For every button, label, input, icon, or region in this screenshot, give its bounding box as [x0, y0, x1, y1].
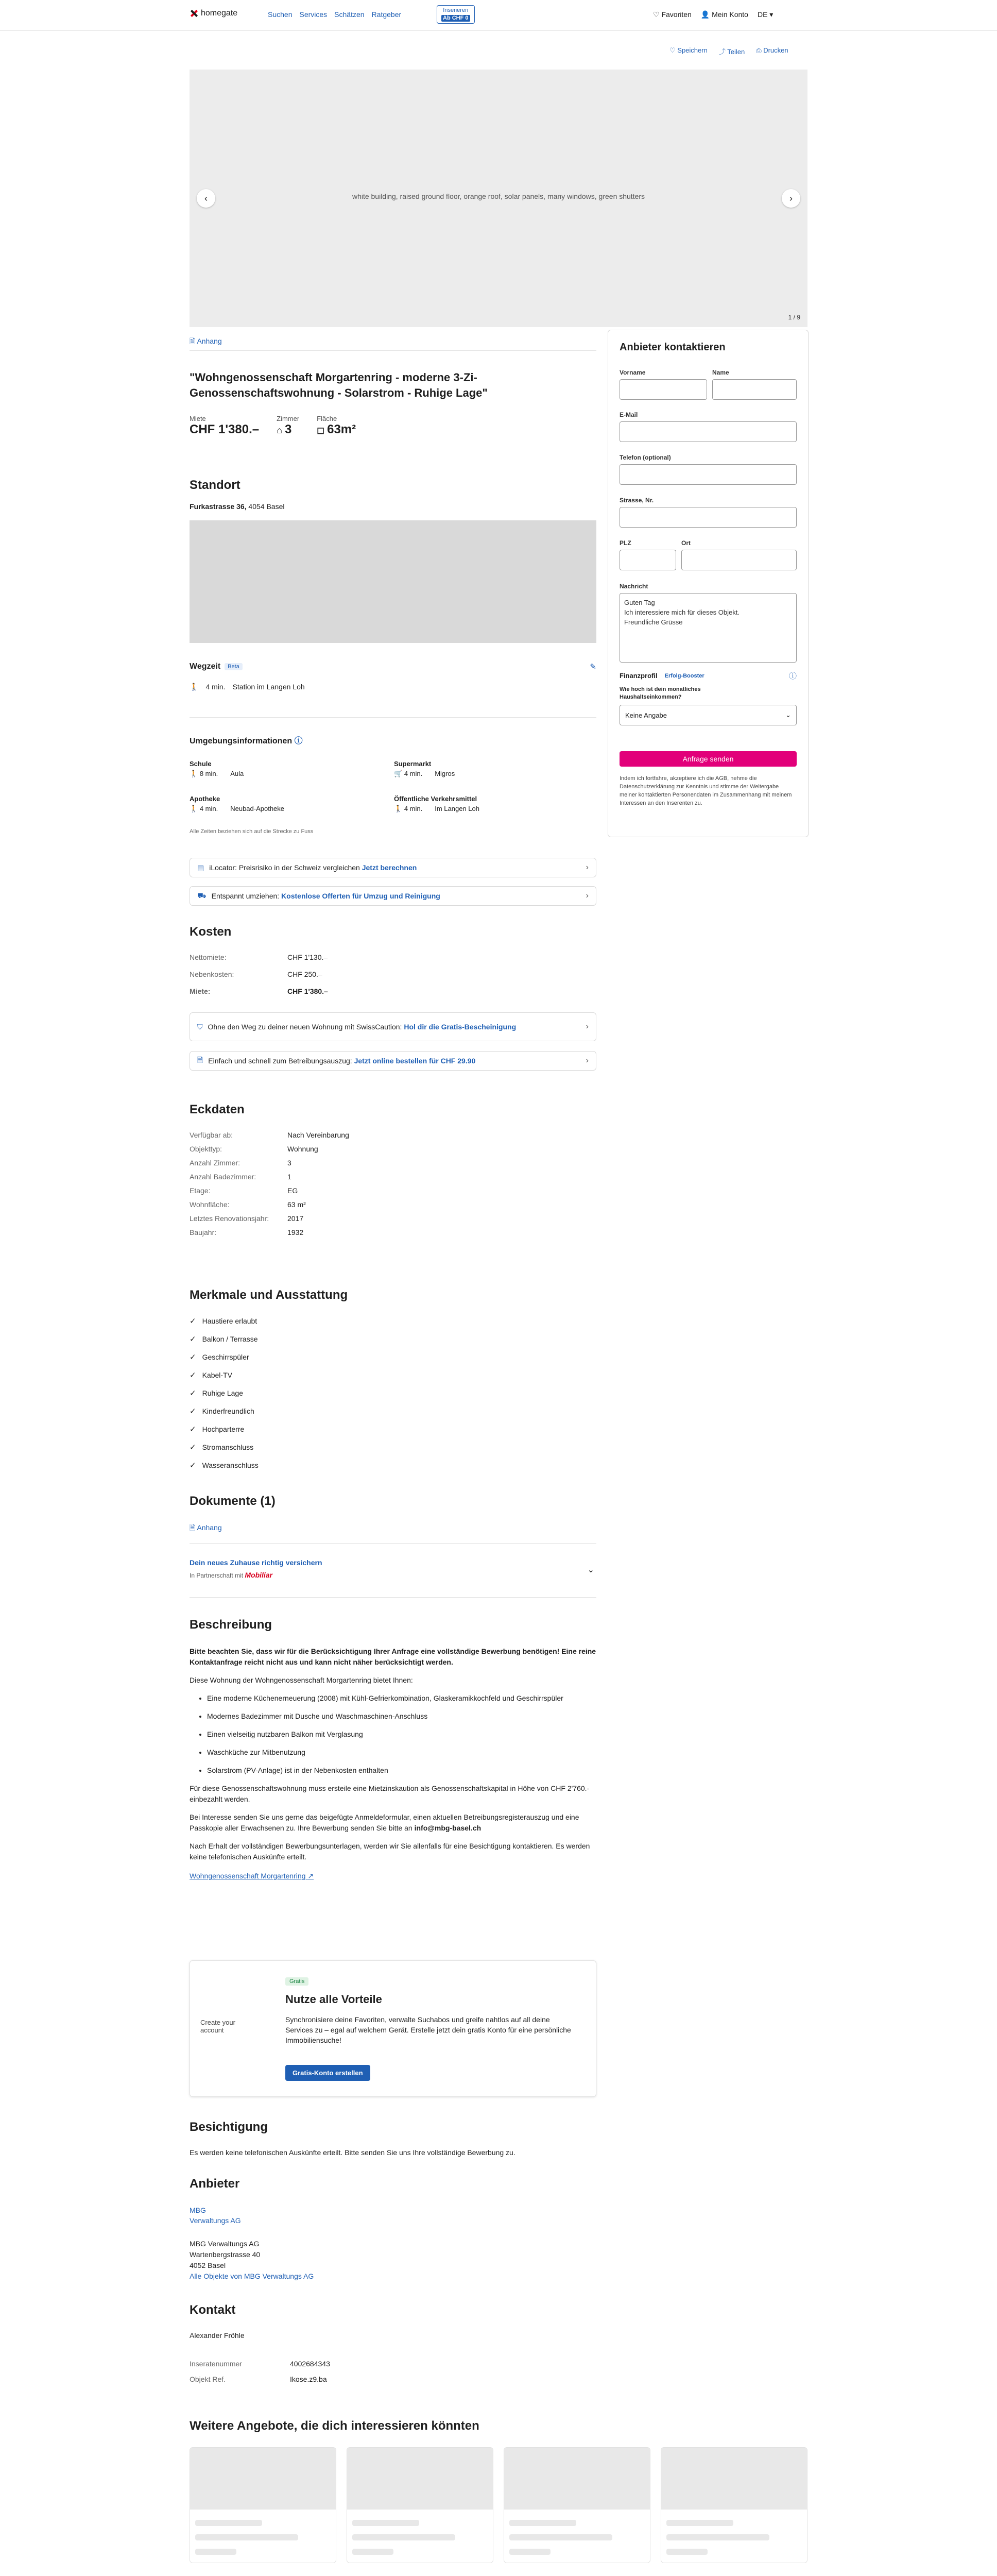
env-time: 8 min. — [199, 770, 218, 777]
shield-icon: ⛉ — [197, 1022, 203, 1031]
language-select[interactable]: DE ▾ — [757, 10, 773, 19]
chevron-right-icon: › — [789, 193, 793, 204]
message-textarea[interactable]: Guten Tag Ich interessiere mich für dieses Objekt. Freundliche Grüsse — [620, 593, 797, 663]
print-label: Drucken — [763, 46, 788, 54]
check-icon: ✓ — [190, 1407, 196, 1416]
feature-label: Kinderfreundlich — [202, 1407, 254, 1415]
promo-plain: iLocator: Preisrisiko in der Schweiz vergleichen — [209, 863, 360, 872]
location-heading: Standort — [190, 478, 240, 492]
detail-value: 1 — [287, 1173, 291, 1181]
env-type: Öffentliche Verkehrsmittel — [394, 795, 477, 803]
print-icon: ⎙ — [756, 46, 764, 54]
env-time: 4 min. — [199, 805, 218, 812]
favorites-link[interactable] — [653, 10, 692, 19]
detail-value: Nach Vereinbarung — [287, 1131, 349, 1139]
contact-heading: Kontakt — [190, 2303, 236, 2317]
description-p4: Nach Erhalt der vollständigen Bewerbungsunterlagen, werden wir Sie allenfalls für eine Besichtigung kontaktieren. Es werden keine telefonischen Auskünfte erteilt. — [190, 1842, 590, 1861]
rent-fact — [190, 415, 259, 437]
check-icon: ✓ — [190, 1371, 196, 1380]
address — [190, 502, 284, 511]
skeleton-line — [666, 2534, 769, 2540]
viewing-heading: Besichtigung — [190, 2120, 268, 2134]
bullet-item: • Solarstrom (PV-Anlage) ist in der Nebenkosten enthalten — [207, 1765, 596, 1776]
detail-value: Wohnung — [287, 1145, 318, 1153]
env-school — [190, 760, 244, 778]
divider — [190, 1543, 596, 1544]
detail-row — [190, 1131, 349, 1139]
zip-label: PLZ — [620, 539, 631, 547]
promo-plain: Einfach und schnell zum Betreibungsauszug: — [208, 1057, 352, 1065]
partner-label: In Partnerschaft mit — [190, 1572, 244, 1579]
rooms-label: Zimmer — [277, 415, 300, 422]
promo-text — [209, 863, 417, 872]
legal-text: Indem ich fortfahre, akzeptiere ich die AGB, nehme die Datenschutzerklärung zur Kenntnis und stimme der Weitergabe meiner kontaktierten Personendaten im Zusammenhang mit meinem Interessen an den Inserenten zu. — [620, 775, 792, 806]
promo-link[interactable]: Jetzt berechnen — [362, 863, 417, 872]
gallery-next-button[interactable] — [782, 189, 800, 208]
nav-ratgeber[interactable]: Ratgeber — [371, 10, 402, 19]
finance-row — [620, 670, 797, 681]
feature-label: Haustiere erlaubt — [202, 1317, 257, 1325]
image-counter: 1 / 9 — [788, 314, 800, 321]
env-time: 4 min. — [404, 770, 423, 777]
provider-logo-line: MBG — [190, 2206, 206, 2214]
message-label: Nachricht — [620, 583, 648, 590]
check-icon: ✓ — [190, 1317, 196, 1326]
promo-plain: Ohne den Weg zu deiner neuen Wohnung mit SwissCaution: — [208, 1022, 402, 1031]
info-icon[interactable]: ⓘ — [294, 737, 303, 745]
detail-key: Objekttyp: — [190, 1145, 222, 1153]
skeleton-line — [352, 2534, 455, 2540]
divider — [190, 1597, 596, 1598]
detail-row — [190, 1228, 303, 1236]
walk-icon: 🚶 8 min. — [190, 770, 218, 777]
area-value: 63m² — [327, 422, 356, 436]
promo-link[interactable]: Hol dir die Gratis-Bescheinigung — [404, 1022, 517, 1031]
chevron-down-icon: ⌄ — [587, 1566, 594, 1574]
map[interactable] — [190, 520, 596, 643]
feature-item — [190, 1425, 244, 1434]
env-name: Neubad-Apotheke — [230, 805, 285, 812]
provider-line: 4052 Basel — [190, 2261, 226, 2269]
detail-key: Wohnfläche: — [190, 1200, 230, 1209]
lastname-input[interactable] — [712, 379, 797, 400]
feature-label: Balkon / Terrasse — [202, 1335, 258, 1343]
detail-row — [190, 1159, 291, 1167]
bullet-item: • Eine moderne Küchenerneuerung (2008) mit Kühl-Gefrierkombination, Glaskeramikkochfeld und Geschirrspüler — [207, 1693, 596, 1704]
heart-icon: ♡ — [669, 46, 678, 54]
env-type: Apotheke — [190, 795, 220, 803]
env-row — [394, 770, 455, 778]
env-name: Aula — [230, 770, 244, 777]
commute-time: 4 min. — [205, 683, 226, 691]
homegate-logo[interactable] — [190, 9, 237, 18]
phone-input[interactable] — [620, 464, 797, 485]
account-promo-left: Create your account — [200, 2019, 235, 2034]
skeleton-line — [352, 2549, 393, 2555]
brand-name: homegate — [201, 9, 238, 18]
detail-key: Anzahl Zimmer: — [190, 1159, 240, 1167]
skeleton-line — [195, 2520, 262, 2526]
area-row — [317, 422, 356, 437]
feature-label: Ruhige Lage — [202, 1389, 243, 1397]
submit-inquiry-button[interactable]: Anfrage senden — [620, 751, 797, 767]
skeleton-line — [195, 2549, 236, 2555]
description-p3 — [190, 1812, 596, 1834]
document-icon: 🗎 — [197, 1056, 203, 1064]
skeleton-line — [509, 2520, 576, 2526]
env-row — [190, 770, 244, 778]
finance-label: Finanzprofil — [620, 672, 658, 680]
environment-heading-text: Umgebungsinformationen — [190, 737, 293, 745]
gratis-badge: Gratis — [285, 1977, 308, 1986]
external-link-icon: ↗ — [307, 1872, 314, 1880]
attachment-label: Anhang — [197, 337, 222, 345]
main-nav — [268, 10, 401, 19]
offer-card-placeholder[interactable] — [190, 2447, 336, 2563]
description-body — [190, 1646, 596, 1882]
document-icon: 🗎 — [190, 337, 197, 345]
beta-badge: Beta — [225, 663, 243, 670]
env-note: Alle Zeiten beziehen sich auf die Strecke zu Fuss — [190, 828, 314, 835]
detail-value: 2017 — [287, 1214, 304, 1223]
area-label: Fläche — [317, 415, 337, 422]
detail-key: Verfügbar ab: — [190, 1131, 233, 1139]
feature-item — [190, 1316, 257, 1326]
share-label: Teilen — [727, 48, 745, 56]
extract-promo[interactable] — [190, 1051, 596, 1071]
account-label: Mein Konto — [712, 10, 748, 19]
area-icon: ◻ — [317, 425, 328, 435]
account-promo — [190, 1960, 596, 2097]
save-button[interactable] — [669, 46, 708, 56]
detail-row — [190, 1214, 303, 1223]
promo-text — [208, 1057, 475, 1065]
chevron-right-icon: › — [586, 891, 589, 900]
check-icon: ✓ — [190, 1389, 196, 1398]
feature-item — [190, 1352, 249, 1362]
skeleton-line — [509, 2549, 551, 2555]
firstname-label: Vorname — [620, 369, 646, 376]
cost-key: Nettomiete: — [190, 953, 227, 961]
bullet-item: • Modernes Badezimmer mit Dusche und Waschmaschinen-Anschluss — [207, 1711, 596, 1722]
divider — [190, 350, 596, 351]
provider-address — [190, 2239, 314, 2282]
detail-row — [190, 1145, 318, 1153]
gallery-prev-button[interactable] — [197, 189, 215, 208]
cart-icon: 🛒 4 min. — [394, 770, 423, 777]
document-label: Anhang — [197, 1523, 222, 1532]
heart-icon: ♡ — [653, 10, 662, 19]
contact-form — [608, 330, 809, 837]
listing-actions — [669, 46, 788, 56]
cost-key: Nebenkosten: — [190, 970, 234, 978]
description-p3-text: Bei Interesse senden Sie uns gerne das beigefügte Anmeldeformular, einen aktuellen Betreibungsregisterauszug und eine Passkopie aller Erwachsenen zu. Ihre Bewerbung senden Sie bitte an — [190, 1813, 579, 1832]
detail-value: 1932 — [287, 1228, 304, 1236]
insurance-accordion[interactable] — [190, 1558, 596, 1589]
create-account-button[interactable]: Gratis-Konto erstellen — [285, 2065, 370, 2081]
feature-item — [190, 1388, 243, 1398]
rent-label: Miete — [190, 415, 206, 422]
chevron-right-icon: › — [586, 1056, 589, 1065]
provider-logo-line: Verwaltungs AG — [190, 2216, 241, 2225]
offer-card-placeholder[interactable] — [504, 2447, 650, 2563]
image-alt-text: white building, raised ground floor, orange roof, solar panels, many windows, green shutters — [352, 192, 645, 200]
rooms-row — [277, 422, 299, 437]
divider — [190, 717, 596, 718]
check-icon: ✓ — [190, 1353, 196, 1362]
city-input[interactable] — [681, 550, 797, 570]
header-actions — [653, 10, 773, 19]
contact-row — [190, 2360, 330, 2368]
description-bullets — [190, 1693, 596, 1776]
feature-label: Stromanschluss — [202, 1443, 254, 1451]
walk-icon: 🚶 4 min. — [190, 805, 218, 812]
detail-row — [190, 1200, 306, 1209]
phone-label: Telefon (optional) — [620, 454, 671, 461]
account-link[interactable] — [701, 10, 748, 19]
skeleton-image — [190, 2448, 336, 2510]
walk-icon: 🚶 — [190, 683, 199, 691]
offer-card-placeholder[interactable] — [347, 2447, 493, 2563]
costs-heading: Kosten — [190, 925, 232, 939]
cooperative-link[interactable] — [190, 1872, 314, 1880]
cooperative-link-label: Wohngenossenschaft Morgartenring — [190, 1872, 306, 1880]
insurance-title: Dein neues Zuhause richtig versichern — [190, 1558, 322, 1567]
env-time: 4 min. — [404, 805, 423, 812]
email-label: E-Mail — [620, 411, 638, 418]
favorites-label: Favoriten — [661, 10, 692, 19]
info-icon[interactable]: ⓘ — [788, 672, 797, 681]
account-promo-title: Nutze alle Vorteile — [285, 1993, 382, 2006]
cost-key: Miete: — [190, 987, 211, 995]
description-heading: Beschreibung — [190, 1618, 272, 1632]
email-input[interactable] — [620, 421, 797, 442]
detail-key: Letztes Renovationsjahr: — [190, 1214, 269, 1223]
documents-heading: Dokumente (1) — [190, 1494, 276, 1508]
share-icon: ⤴ — [718, 48, 728, 56]
rooms-fact — [277, 415, 299, 437]
provider-logo — [190, 2205, 241, 2226]
chevron-left-icon: ‹ — [204, 193, 208, 204]
commute-row — [190, 683, 305, 691]
booster-badge: Erfolg-Booster — [664, 672, 704, 679]
promo-link[interactable]: Jetzt online bestellen für CHF 29.90 — [354, 1057, 476, 1065]
top-header — [0, 0, 997, 31]
bed-icon: ⌂ — [277, 425, 285, 435]
commute-heading-row — [190, 662, 596, 671]
truck-icon: ⛟ — [197, 891, 207, 900]
promo-plain: Entspannt umziehen: — [211, 892, 280, 900]
details-heading: Eckdaten — [190, 1103, 245, 1116]
attachment-link[interactable] — [190, 336, 222, 348]
language-label: DE — [757, 10, 768, 19]
provider-heading: Anbieter — [190, 2177, 240, 2191]
cost-value: CHF 1'380.– — [287, 987, 328, 995]
cost-value: CHF 250.– — [287, 970, 322, 978]
check-icon: ✓ — [190, 1443, 196, 1452]
feature-item — [190, 1370, 232, 1380]
chevron-right-icon: › — [586, 863, 589, 872]
zip-input[interactable] — [620, 550, 676, 570]
skeleton-image — [504, 2448, 650, 2510]
check-icon: ✓ — [190, 1335, 196, 1344]
provider-all-objects-link[interactable]: Alle Objekte von MBG Verwaltungs AG — [190, 2272, 314, 2280]
provider-line: MBG Verwaltungs AG — [190, 2240, 260, 2248]
feature-item — [190, 1406, 254, 1416]
contact-email: info@mbg-basel.ch — [414, 1824, 482, 1832]
cost-row — [190, 987, 328, 995]
detail-row — [190, 1187, 298, 1195]
swisscaution-promo[interactable] — [190, 1012, 596, 1041]
nav-schaetzen[interactable]: Schätzen — [334, 10, 365, 19]
nav-services[interactable]: Services — [299, 10, 328, 19]
key-facts — [190, 415, 356, 437]
listing-title: "Wohngenossenschaft Morgartenring - moderne 3-Zi-Genossenschaftswohnung - Solarstrom - Ruhige Lage" — [190, 371, 488, 399]
insurance-partner — [190, 1571, 596, 1579]
lastname-label: Name — [712, 369, 729, 376]
address-street: Furkastrasse 36, — [190, 502, 247, 511]
commute-destination: Station im Langen Loh — [232, 683, 305, 691]
print-button[interactable] — [756, 46, 788, 56]
env-transport — [394, 795, 479, 813]
description-intro: Bitte beachten Sie, dass wir für die Berücksichtigung Ihrer Anfrage eine vollständige Bewerbung benötigen! Eine reine Kontaktanfrage reicht nicht aus und kann nicht näher berücksichtigt werden. — [190, 1647, 596, 1666]
detail-key: Etage: — [190, 1187, 211, 1195]
skeleton-image — [347, 2448, 493, 2510]
skeleton-line — [195, 2534, 298, 2540]
contact-value: Ikose.z9.ba — [290, 2375, 327, 2383]
street-label: Strasse, Nr. — [620, 497, 654, 504]
save-label: Speichern — [677, 46, 708, 54]
moving-promo[interactable] — [190, 886, 596, 906]
contact-value: 4002684343 — [290, 2360, 330, 2368]
skeleton-line — [666, 2520, 733, 2526]
income-question: Wie hoch ist dein monatliches Haushaltseinkommen? — [620, 686, 701, 700]
chevron-right-icon: › — [586, 1022, 589, 1031]
feature-item — [190, 1334, 257, 1344]
feature-label: Hochparterre — [202, 1425, 245, 1433]
document-icon: 🗎 — [190, 1523, 197, 1532]
account-promo-text: Synchronisiere deine Favoriten, verwalte Suchabos und greife nahtlos auf all deine Services zu – egal auf welchem Gerät. Erstelle jetzt dein gratis Konto für eine persönliche Immobiliensuche! — [285, 2015, 571, 2044]
contact-row — [190, 2375, 327, 2383]
env-name: Im Langen Loh — [435, 805, 479, 812]
area-fact — [317, 415, 356, 437]
detail-row — [190, 1173, 291, 1181]
env-type: Supermarkt — [394, 760, 432, 768]
skeleton-line — [509, 2534, 612, 2540]
insert-label: Inserieren — [443, 7, 469, 13]
walk-icon: 🚶 4 min. — [394, 805, 423, 812]
skeleton-line — [666, 2549, 708, 2555]
promo-text — [212, 892, 440, 900]
address-city: 4054 Basel — [248, 502, 285, 511]
document-link[interactable] — [190, 1522, 222, 1535]
detail-value: EG — [287, 1187, 298, 1195]
detail-value: 3 — [287, 1159, 291, 1167]
skeleton-image — [661, 2448, 807, 2510]
feature-label: Wasseranschluss — [202, 1461, 259, 1469]
env-pharmacy — [190, 795, 284, 813]
more-offers-heading: Weitere Angebote, die dich interessieren könnten — [190, 2419, 479, 2433]
rooms-value: 3 — [284, 422, 292, 436]
image-gallery[interactable] — [190, 70, 807, 327]
skeleton-line — [352, 2520, 419, 2526]
env-row — [190, 805, 284, 813]
logo-mark-icon — [190, 9, 198, 18]
firstname-input[interactable] — [620, 379, 707, 400]
city-label: Ort — [681, 539, 691, 547]
share-button[interactable] — [719, 46, 745, 56]
bullet-item: • Einen vielseitig nutzbaren Balkon mit Verglasung — [207, 1729, 596, 1740]
commute-heading: Wegzeit — [190, 662, 221, 671]
income-select[interactable] — [620, 705, 797, 725]
features-heading: Merkmale und Ausstattung — [190, 1288, 348, 1302]
detail-value: 63 m² — [287, 1200, 306, 1209]
form-heading: Anbieter kontaktieren — [620, 342, 726, 353]
contact-key: Inseratenummer — [190, 2360, 242, 2368]
chart-icon: ▤ — [197, 863, 204, 872]
cost-row — [190, 953, 328, 961]
env-name: Migros — [435, 770, 455, 777]
check-icon: ✓ — [190, 1461, 196, 1470]
environment-heading — [190, 734, 303, 746]
feature-label: Kabel-TV — [202, 1371, 232, 1379]
detail-key: Anzahl Badezimmer: — [190, 1173, 256, 1181]
promo-link[interactable]: Kostenlose Offerten für Umzug und Reinigung — [281, 892, 440, 900]
feature-label: Geschirrspüler — [202, 1353, 249, 1361]
env-type: Schule — [190, 760, 212, 768]
contact-name: Alexander Fröhle — [190, 2331, 245, 2340]
feature-item — [190, 1461, 259, 1470]
offer-card-placeholder[interactable] — [661, 2447, 807, 2563]
feature-item — [190, 1443, 253, 1452]
viewing-text: Es werden keine telefonischen Auskünfte erteilt. Bitte senden Sie uns Ihre vollständige Bewerbung zu. — [190, 2148, 515, 2157]
description-p1: Diese Wohnung der Wohngenossenschaft Morgartenring bietet Ihnen: — [190, 1676, 413, 1684]
contact-key: Objekt Ref. — [190, 2375, 226, 2383]
nav-suchen[interactable]: Suchen — [268, 10, 293, 19]
rent-value: CHF 1'380.– — [190, 422, 260, 436]
detail-key: Baujahr: — [190, 1228, 217, 1236]
cost-value: CHF 1'130.– — [287, 953, 328, 961]
mobiliar-logo: Mobiliar — [245, 1571, 273, 1579]
promo-text — [208, 1022, 538, 1032]
user-icon: 👤 — [700, 10, 712, 19]
check-icon: ✓ — [190, 1425, 196, 1434]
insert-button[interactable] — [437, 5, 475, 24]
insert-price: Ab CHF 0 — [441, 15, 470, 22]
description-p2: Für diese Genossenschaftswohnung muss ersteile eine Mietzinskaution als Genossenschaftskapital in Höhe von CHF 2'760.- einbezahlt werden. — [190, 1784, 590, 1803]
bullet-item: • Waschküche zur Mitbenutzung — [207, 1747, 596, 1758]
income-value: Keine Angabe — [625, 711, 667, 719]
cost-row — [190, 970, 322, 978]
env-row — [394, 805, 479, 813]
env-supermarket — [394, 760, 455, 778]
edit-pencil-icon[interactable]: ✎ — [590, 663, 596, 671]
ilocator-promo[interactable] — [190, 858, 596, 877]
provider-line: Wartenbergstrasse 40 — [190, 2250, 261, 2259]
chevron-down-icon: ⌄ — [785, 711, 791, 719]
street-input[interactable] — [620, 507, 797, 528]
